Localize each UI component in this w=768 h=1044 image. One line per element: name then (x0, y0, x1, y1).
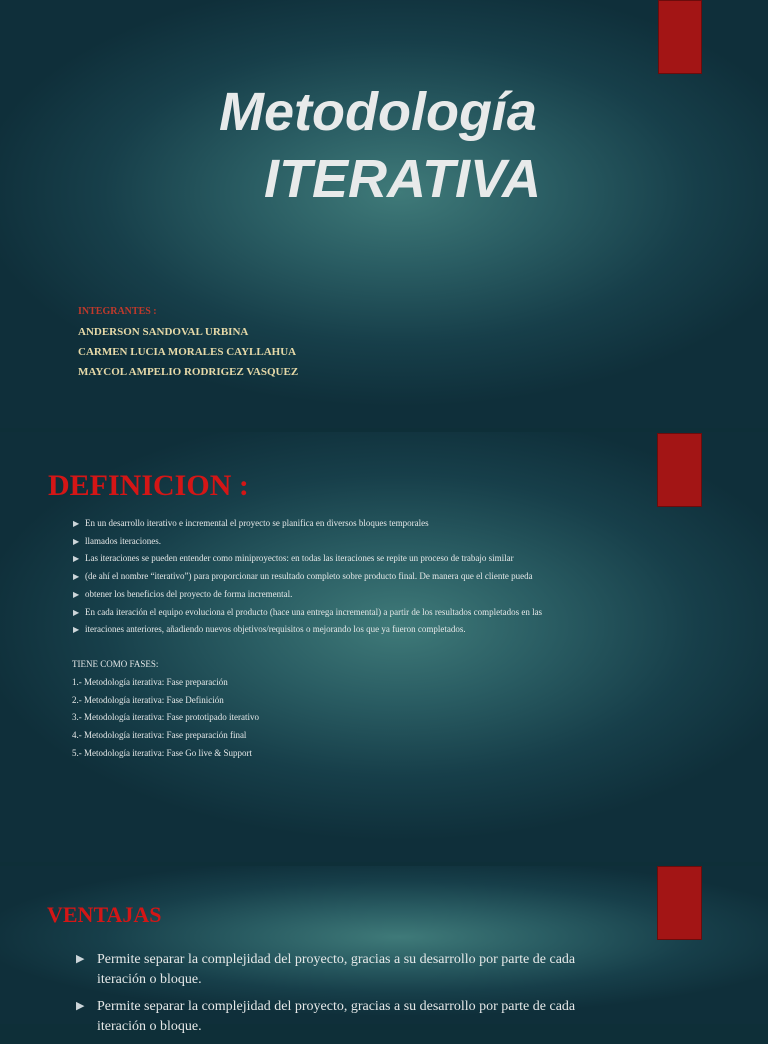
list-item: ▶ iteraciones anteriores, añadiendo nuevos objetivos/requisitos o mejorando los que ya fueron completados. (72, 621, 542, 639)
advantages-heading: VENTAJAS (47, 902, 162, 927)
list-item: ▶ Permite separar la complejidad del proyecto, gracias a su desarrollo por parte de cada iteración o bloque. (76, 999, 576, 1034)
list-item: ▶ Permite separar la complejidad del proyecto, gracias a su desarrollo por parte de cada iteración o bloque. (76, 952, 576, 987)
phase-item: 5.- Metodología iterativa: Fase Go live & Support (72, 747, 252, 758)
members-header: INTEGRANTES : (78, 306, 157, 317)
slide-definition (0, 432, 768, 862)
member-name: CARMEN LUCIA MORALES CAYLLAHUA (78, 346, 297, 358)
list-item: ▶ obtener los beneficios del proyecto de forma incremental. (72, 586, 542, 604)
advantages-list (76, 950, 616, 1044)
list-item: ▶ (de ahí el nombre “iterativo”) para proporcionar un resultado completo sobre producto final. De manera que el cliente pueda (72, 568, 542, 586)
phases-block (72, 656, 259, 763)
member-name: ANDERSON SANDOVAL URBINA (78, 326, 249, 338)
red-accent-bar (657, 866, 702, 940)
list-item: ▶ llamados iteraciones. (72, 533, 542, 551)
phase-item: 2.- Metodología iterativa: Fase Definición (72, 694, 224, 705)
triangle-right-icon: ▶ (73, 625, 80, 635)
red-accent-bar (658, 0, 702, 74)
triangle-right-icon: ▶ (73, 607, 80, 617)
red-accent-bar (657, 433, 702, 507)
phase-item: 3.- Metodología iterativa: Fase prototipado iterativo (72, 712, 259, 723)
definition-heading: DEFINICION : (48, 469, 249, 502)
list-item: ▶ En cada iteración el equipo evoluciona el producto (hace una entrega incremental) a partir de los resultados completados en las (72, 604, 542, 622)
title-line-2: ITERATIVA (264, 149, 541, 209)
triangle-right-icon: ▶ (76, 953, 85, 965)
member-name: MAYCOL AMPELIO RODRIGEZ VASQUEZ (78, 366, 299, 378)
triangle-right-icon: ▶ (73, 572, 80, 582)
triangle-right-icon: ▶ (76, 1000, 85, 1012)
phase-item: 4.- Metodología iterativa: Fase preparación final (72, 730, 247, 741)
title-line-1: Metodología (219, 82, 537, 142)
list-item: ▶ Las iteraciones se pueden entender como miniproyectos: en todas las iteraciones se repite un proceso de trabajo similar (72, 550, 542, 568)
triangle-right-icon: ▶ (73, 589, 80, 599)
members-block (78, 302, 298, 382)
slide-title (0, 0, 768, 428)
slide-advantages (0, 866, 768, 1034)
triangle-right-icon: ▶ (73, 519, 80, 528)
triangle-right-icon: ▶ (73, 554, 80, 564)
definition-list (72, 515, 542, 639)
triangle-right-icon: ▶ (73, 536, 80, 546)
list-item: ▶ En un desarrollo iterativo e incremental el proyecto se planifica en diversos bloques temporales (72, 515, 542, 533)
phases-header: TIENE COMO FASES: (72, 659, 159, 669)
phase-item: 1.- Metodología iterativa: Fase preparación (72, 676, 228, 687)
